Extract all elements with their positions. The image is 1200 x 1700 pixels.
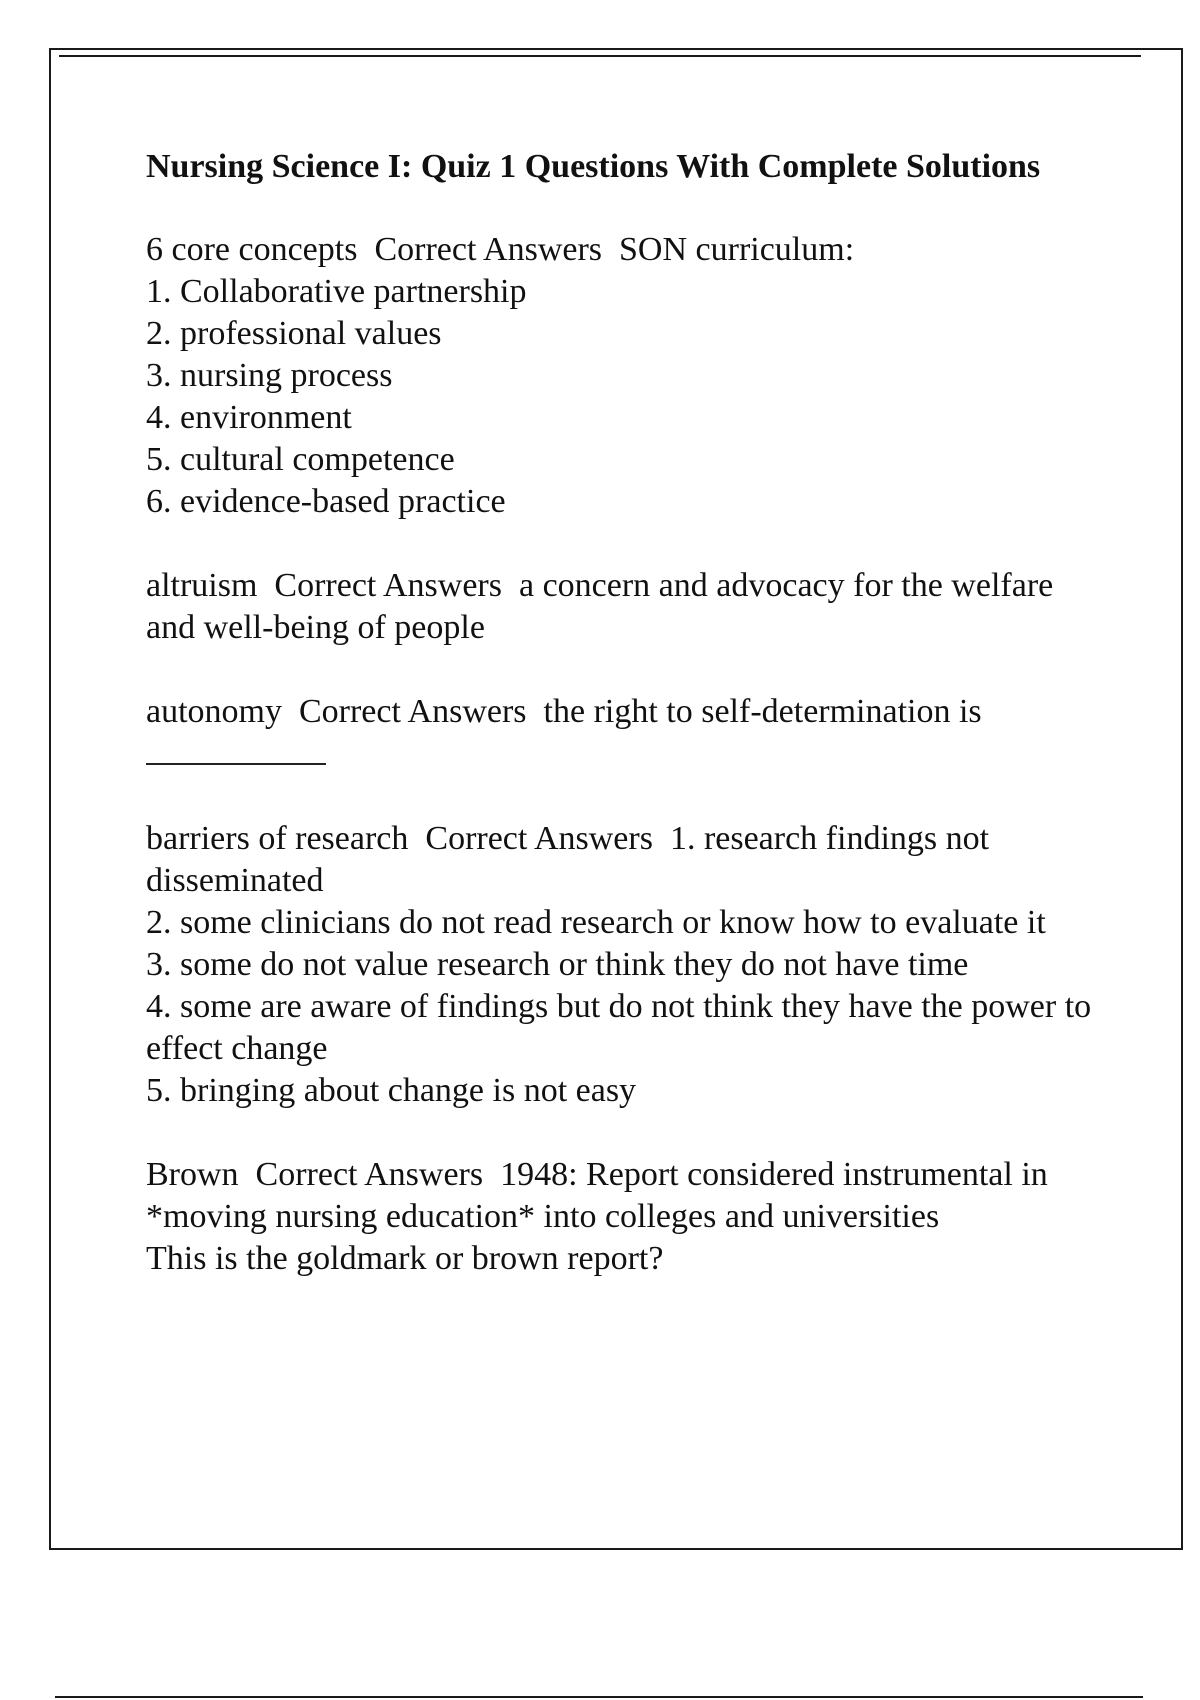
document-title: Nursing Science I: Quiz 1 Questions With Complete Solutions	[146, 148, 1041, 185]
entry-line: autonomy Correct Answers the right to self-determination is	[146, 693, 982, 730]
entry-line: This is the goldmark or brown report?	[146, 1240, 664, 1277]
entry-autonomy	[146, 691, 1106, 776]
entry-line: 3. nursing process	[146, 357, 393, 394]
entry-line: altruism Correct Answers a concern and advocacy for the welfare and well-being of people	[146, 567, 1062, 646]
entry-line: Brown Correct Answers 1948: Report considered instrumental in *moving nursing education* into colleges and universities	[146, 1156, 1057, 1235]
entry-line: barriers of research Correct Answers 1. research findings not disseminated	[146, 820, 998, 899]
fill-in-blank	[146, 733, 326, 765]
entry-line: 6. evidence-based practice	[146, 483, 506, 520]
entry-altruism	[146, 565, 1106, 649]
entry-line: 2. professional values	[146, 315, 442, 352]
entry-line: 1. Collaborative partnership	[146, 273, 527, 310]
entry-brown	[146, 1154, 1106, 1280]
entry-line: 2. some clinicians do not read research or know how to evaluate it	[146, 904, 1046, 941]
entry-line: 5. bringing about change is not easy	[146, 1072, 637, 1109]
entry-line: 4. some are aware of findings but do not think they have the power to effect change	[146, 988, 1100, 1067]
entry-barriers-of-research	[146, 818, 1106, 1112]
entry-line: 4. environment	[146, 399, 352, 436]
document-body	[146, 146, 1106, 1322]
top-rule	[59, 55, 1141, 57]
page-frame	[49, 48, 1183, 1550]
entry-core-concepts	[146, 229, 1106, 523]
entry-line: 3. some do not value research or think they do not have time	[146, 946, 969, 983]
bottom-rule	[55, 1696, 1143, 1698]
entry-line: 5. cultural competence	[146, 441, 455, 478]
entry-line: 6 core concepts Correct Answers SON curriculum:	[146, 231, 855, 268]
